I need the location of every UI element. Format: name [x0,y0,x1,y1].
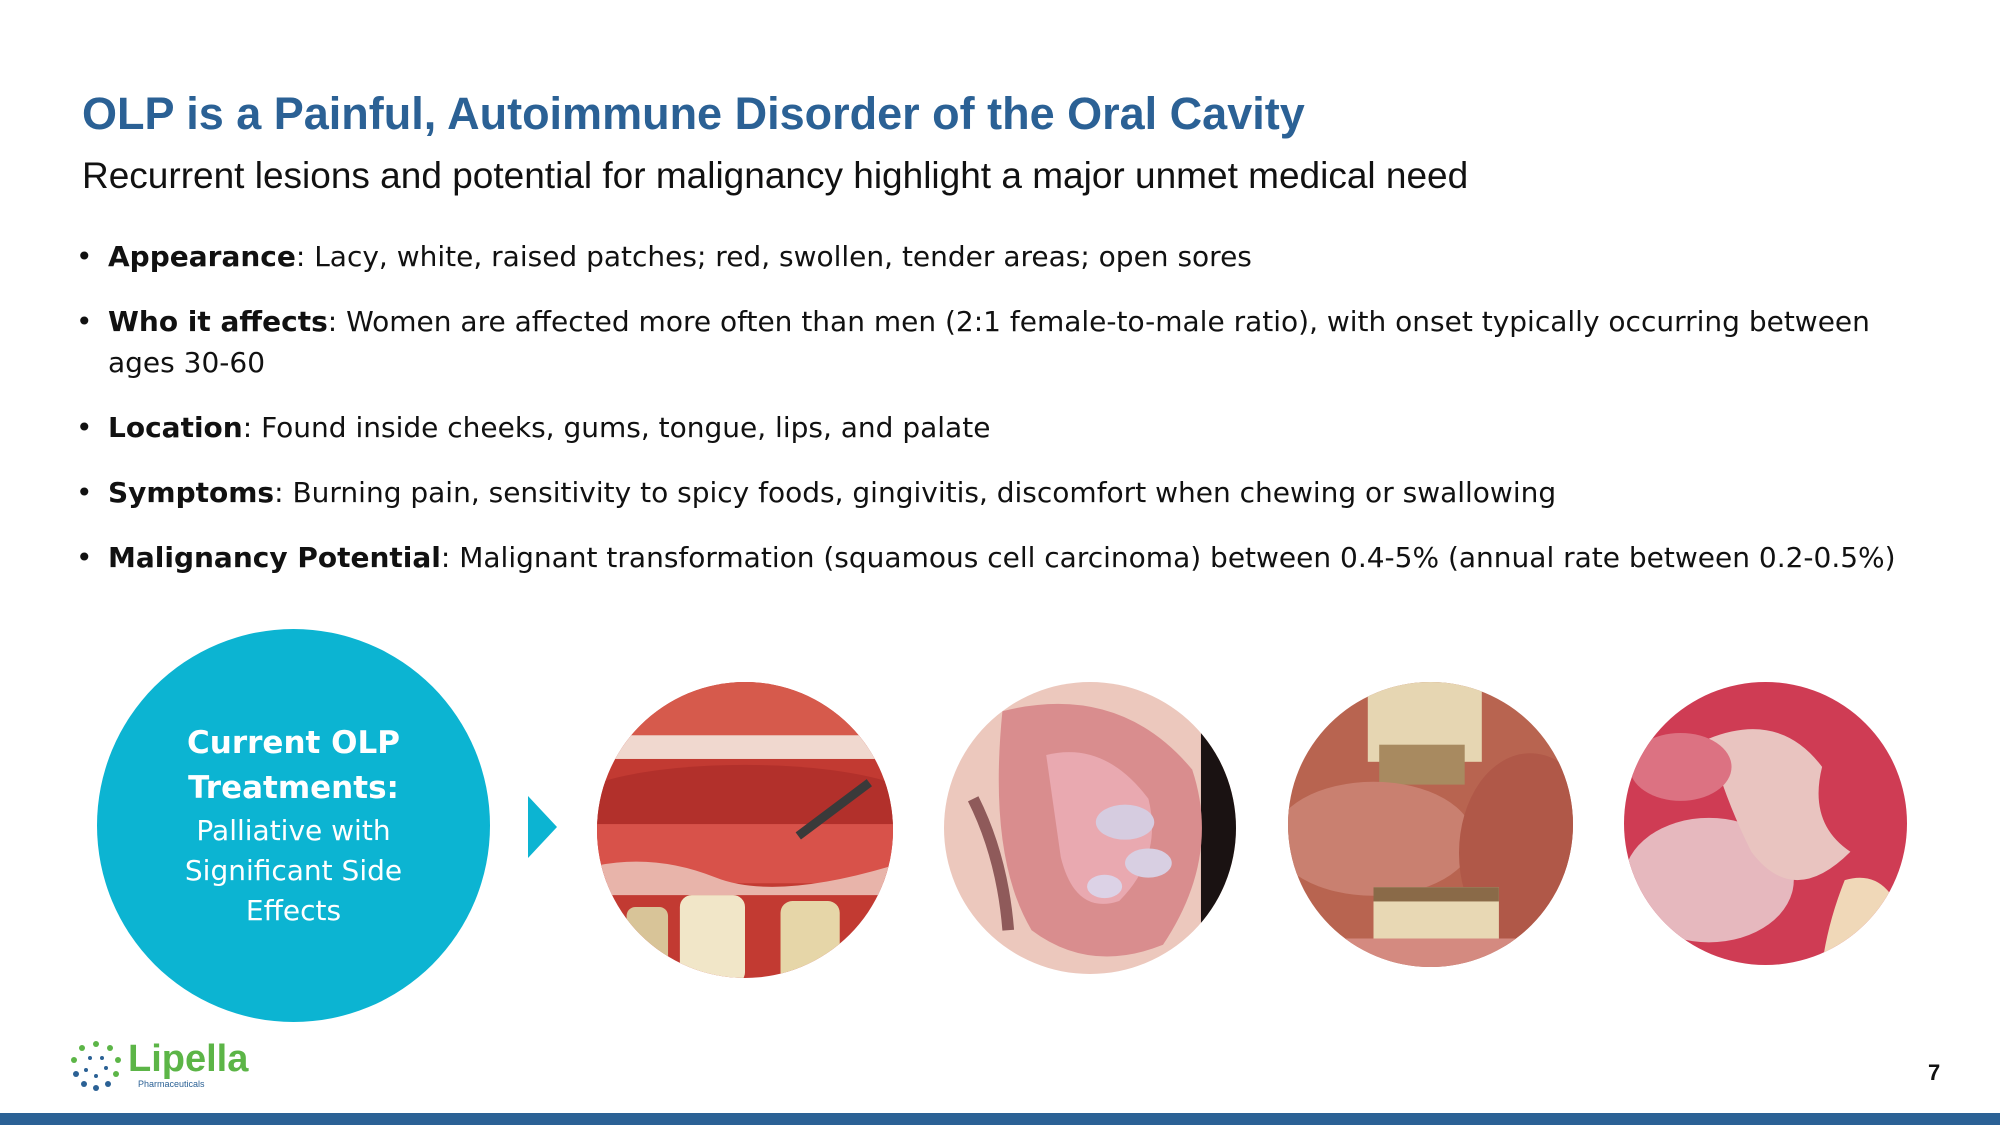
bullet-dot: • [76,476,93,509]
slide-subtitle: Recurrent lesions and potential for malignancy highlight a major unmet medical need [82,155,1469,196]
bullet-label: Who it affects [108,305,328,338]
bullet-text: : Malignant transformation (squamous cell carcinoma) between 0.4-5% (annual rate between 0.2-0.5%) [440,541,1896,574]
arrow-icon [528,796,557,858]
page-number: 7 [1928,1060,1941,1085]
lipella-logo [66,1038,266,1094]
treatments-circle [97,629,490,1022]
bullet-text: : Burning pain, sensitivity to spicy foods, gingivitis, discomfort when chewing or swallowing [274,476,1557,509]
oral-lesion-photo-cheek [1288,682,1573,967]
bullet-text: : Women are affected more often than men (2:1 female-to-male ratio), with onset typically occurring between ages 30-60 [108,305,1870,379]
logo-tagline: Pharmaceuticals [138,1079,205,1089]
bullet-label: Appearance [108,240,296,273]
bullet-who-it-affects [76,301,1916,383]
bullet-appearance [76,236,1916,277]
oral-lesion-photo-tongue [944,682,1236,974]
bullet-label: Malignancy Potential [108,541,441,574]
bullet-list [76,236,1916,602]
bullet-text: : Found inside cheeks, gums, tongue, lips, and palate [242,411,991,444]
bullet-dot: • [76,541,93,574]
bullet-dot: • [76,305,93,338]
bullet-dot: • [76,411,93,444]
treatments-heading: Current OLP Treatments: [187,724,400,806]
lipella-logo-mark-icon [66,1038,126,1094]
bullet-text: : Lacy, white, raised patches; red, swollen, tender areas; open sores [295,240,1252,273]
bullet-malignancy-potential [76,537,1916,578]
bullet-location [76,407,1916,448]
oral-lesion-photo-patch [1624,682,1907,965]
slide-title: OLP is a Painful, Autoimmune Disorder of the Oral Cavity [82,88,1305,139]
treatments-subtext: Palliative with Significant Side Effects [184,813,403,927]
bullet-symptoms [76,472,1916,513]
footer-bar [0,1113,2000,1125]
bullet-dot: • [76,240,93,273]
bullet-label: Symptoms [108,476,275,509]
logo-name: Lipella [128,1038,249,1080]
bullet-label: Location [108,411,243,444]
oral-lesion-photo-gums [597,682,893,978]
